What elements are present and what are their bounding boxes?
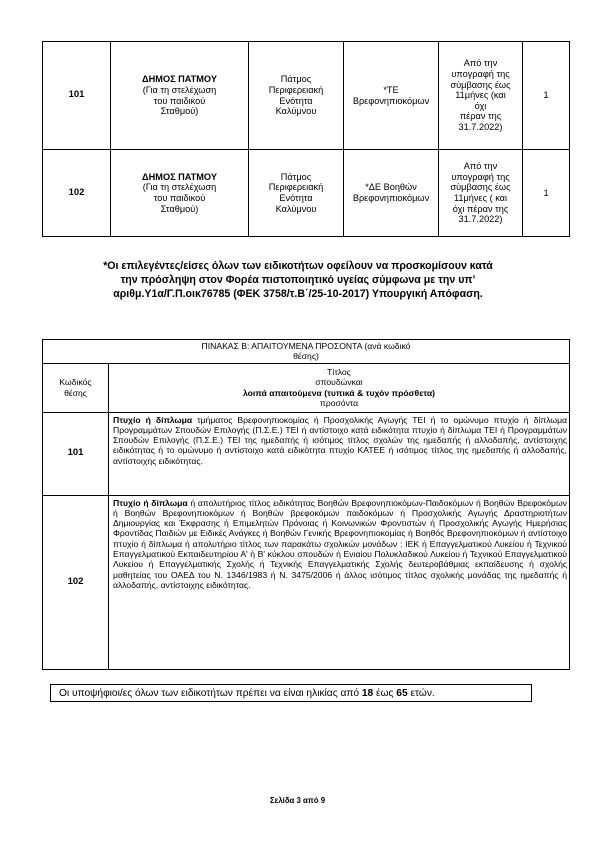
table-row — [43, 412, 570, 495]
location-cell — [249, 42, 344, 150]
service-note: (Για τη στελέχωση — [142, 84, 217, 95]
age-suffix: ετών. — [407, 688, 435, 699]
specialty-cell — [344, 150, 439, 237]
degree-label: Πτυχίο ή δίπλωμα — [113, 414, 193, 425]
location-line: Καλύμνου — [275, 203, 317, 214]
specialty-cell — [344, 42, 439, 150]
duration-cell — [439, 150, 523, 237]
service-note: Σταθμού) — [160, 106, 199, 117]
table-title-row — [43, 340, 570, 364]
column-header-code — [43, 363, 109, 412]
service-note: του παιδικού — [153, 95, 206, 106]
header-line: σπουδώνκαι — [315, 377, 363, 388]
duration-line: 31.7.2022) — [458, 121, 503, 132]
service-cell — [111, 150, 249, 237]
location-cell — [249, 150, 344, 237]
location-line: Ενότητα — [279, 95, 313, 106]
specialty-line: Βρεφονηπιοκόμων — [352, 95, 430, 106]
duration-line: πέραν της — [459, 111, 502, 122]
note-line: την πρόσληψη στον Φορέα πιστοποιητικό υγείας σύμφωνα με την υπ’ — [120, 273, 476, 286]
header-line: Τίτλος — [327, 367, 351, 377]
service-note: του παιδικού — [153, 193, 206, 203]
service-note: Σταθμού) — [160, 203, 199, 214]
service-name: ΔΗΜΟΣ ΠΑΤΜΟΥ — [142, 171, 217, 182]
position-code: 102 — [43, 495, 109, 669]
position-count: 1 — [523, 150, 570, 237]
duration-cell — [439, 42, 523, 150]
location-line: Πάτμος — [280, 74, 312, 85]
position-code: 102 — [43, 150, 111, 237]
requirements-text — [109, 495, 570, 669]
note-line: *Οι επιλεγέντες/είσες όλων των ειδικοτήτων οφείλουν να προσκομίσουν κατά — [103, 260, 493, 272]
specialty-line: *ΤΕ — [383, 84, 399, 95]
table-row — [43, 42, 570, 150]
qualifications-table — [42, 339, 570, 670]
location-line: Περιφερειακή — [268, 84, 324, 95]
age-from: 18 — [361, 688, 374, 699]
duration-line: υπογραφή της — [451, 171, 510, 182]
duration-line: 31.7.2022) — [458, 214, 503, 225]
age-prefix: Οι υποψήφιοι/ες όλων των ειδικοτήτων πρέπει να είναι ηλικίας από — [59, 688, 362, 699]
header-line: προσόντα — [319, 397, 359, 408]
position-code: 101 — [43, 42, 111, 150]
header-line: θέσης — [64, 387, 87, 398]
page-number: Σελίδα 3 από 9 — [269, 796, 326, 805]
location-line: Πάτμος — [280, 171, 312, 182]
duration-line: 11μήνες (και — [455, 90, 506, 101]
health-certificate-note — [58, 260, 538, 301]
age-requirement-box — [50, 684, 532, 702]
duration-line: υπογραφή της — [451, 69, 510, 80]
duration-line: όχι πέραν της — [452, 203, 509, 214]
location-line: Περιφερειακή — [268, 182, 324, 193]
position-code: 101 — [43, 412, 109, 495]
degree-label: Πτυχίο ή δίπλωμα — [113, 497, 188, 508]
header-line: Κωδικός — [59, 377, 92, 388]
duration-line: σύμβασης έως — [450, 182, 511, 193]
service-name: ΔΗΜΟΣ ΠΑΤΜΟΥ — [142, 74, 217, 85]
table-row — [43, 495, 570, 669]
requirements-body: ή απολυτήριος τίτλος ειδικότητας Βοηθών Βρεφονηπιοκόμων-Παιδοκόμων ή Βοηθών Βρεφοκόμων ή Βοηθών Βρεφονηπιοκόμων ή Βοηθών βρεφοκόμων παιδοκόμων ή Προσχολικής Αγωγής Δραστηριοτήτων Δημιουργίας και Έκφρασης ή Επιμελητών Πρόνοιας ή Κοινωνικών Φροντιστών ή Προσχολικής Αγωγής Ημερήσιας Φροντίδας Παιδιών με Ειδικές Ανάγκες ή Βοηθών Γενικής Βρεφονηπιοκομίας ή Βοηθός Βρεφονηπιοκόμων ή αντίστοιχο πτυχίο ή δίπλωμα ή απολυτήριο τίτλος των παρακάτω σχολικών μονάδων : ΙΕΚ ή Επαγγελματικού Λυκείου ή Τεχνικού Επαγγελματικού Εκπαιδευτηρίου Α' ή Β' κύκλου σπουδών ή Ενιαίου Πολυκλαδικού Λυκείου ή Τεχνικού Επαγγελματικού Λυκείου ή Επαγγελματικής Σχολής ή Τεχνικής Επαγγελματικής Σχολής δευτεροβάθμιας εκπαίδευσης ή σχολής μαθητείας του ΟΑΕΔ του Ν. 1346/1983 ή Ν. 3475/2006 ή άλλος ισότιμος τίτλος σχολικής μονάδας της ημεδαπής ή αλλοδαπής, αντίστοιχης ειδικότητας. — [113, 497, 567, 590]
duration-line: σύμβασης έως — [450, 79, 511, 90]
requirements-body: τμήματος Βρεφονηπιοκομίας ή Προσχολικής Αγωγής ΤΕΙ ή το ομώνυμο πτυχίο ή δίπλωμα Προγραμμάτων Σπουδών Επιλογής (Π.Σ.Ε.) ΤΕΙ ή αντίστοιχο κατά ειδικότητα πτυχίο ή δίπλωμα ΤΕΙ ή Προγραμμάτων Σπουδών Επιλογής (Π.Σ.Ε.) ΤΕΙ της ημεδαπής ή ισότιμος τίτλος σχολών της ημεδαπής ή αλλοδαπής, αντίστοιχης ειδικότητας ή το ομώνυμο ή αντίστοιχο κατά ειδικότητα πτυχίο ΚΑΤΕΕ ή ισότιμος τίτλος της ημεδαπής ή αλλοδαπής, αντίστοιχης ειδικότητας. — [113, 414, 567, 466]
duration-line: 11μήνες ( και — [453, 193, 508, 203]
position-count: 1 — [523, 42, 570, 150]
service-cell — [111, 42, 249, 150]
duration-line: όχι — [474, 100, 487, 111]
table-title — [43, 340, 570, 364]
location-line: Καλύμνου — [275, 106, 317, 117]
duration-line: Από την — [463, 58, 498, 69]
requirements-text — [109, 412, 570, 495]
specialty-line: *ΔΕ Βοηθών — [365, 182, 417, 193]
table-title-line: θέσης) — [293, 351, 319, 362]
duration-line: Από την — [463, 161, 498, 172]
specialty-line: Βρεφονηπιοκόμων — [352, 193, 430, 203]
table-header-row — [43, 363, 570, 412]
header-line: λοιπά απαιτούμενα (τυπικά & τυχόν πρόσθετα) — [242, 387, 436, 398]
column-header-title — [109, 363, 570, 412]
positions-table — [42, 41, 570, 237]
service-note: (Για τη στελέχωση — [142, 182, 217, 193]
location-line: Ενότητα — [279, 193, 313, 203]
note-line: αριθμ.Υ1α/Γ.Π.οικ76785 (ΦΕΚ 3758/τ.Β΄/25-10-2017) Υπουργική Απόφαση. — [113, 287, 483, 300]
table-title-line: ΠΙΝΑΚΑΣ Β: ΑΠΑΙΤΟΥΜΕΝΑ ΠΡΟΣΟΝΤΑ (ανά κωδικό — [201, 341, 411, 351]
table-row — [43, 150, 570, 237]
age-middle: έως — [373, 688, 397, 699]
age-to: 65 — [396, 688, 408, 699]
